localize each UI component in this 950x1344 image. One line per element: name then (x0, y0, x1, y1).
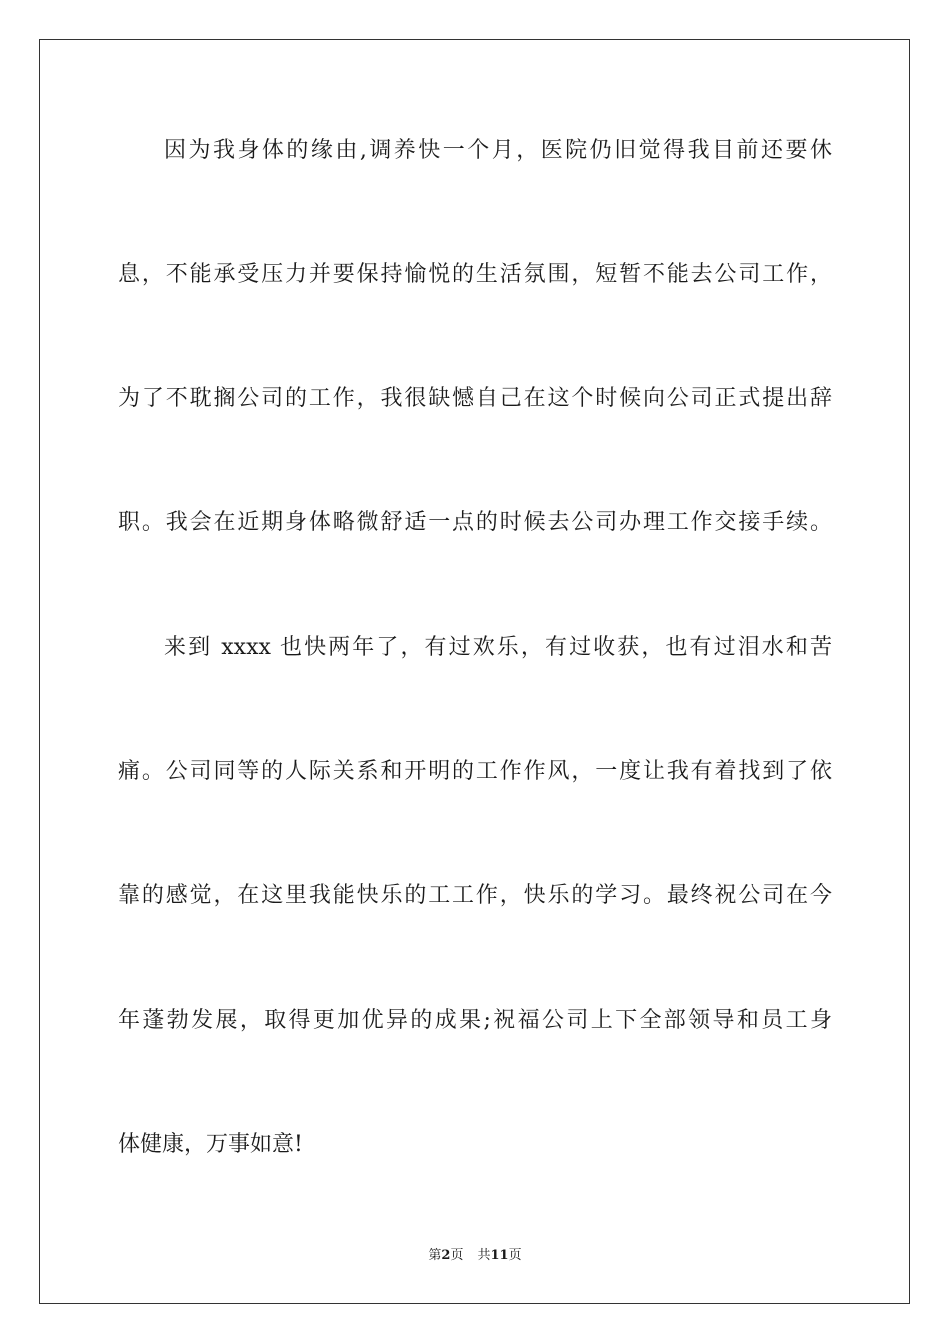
paragraph-1-line-4: 职。我会在近期身体略微舒适一点的时候去公司办理工作交接手续。 (118, 510, 832, 535)
paragraph-1-line-1: 因为我身体的缘由,调养快一个月，医院仍旧觉得我目前还要休 (164, 138, 832, 163)
paragraph-2-line-3: 靠的感觉，在这里我能快乐的工工作，快乐的学习。最终祝公司在今 (118, 883, 832, 908)
paragraph-1-line-2: 息，不能承受压力并要保持愉悦的生活氛围，短暂不能去公司工作， (118, 262, 832, 287)
paragraph-2-line-5: 体健康，万事如意! (118, 1132, 303, 1157)
paragraph-1-line-3: 为了不耽搁公司的工作，我很缺憾自己在这个时候向公司正式提出辞 (118, 386, 832, 411)
total-pages: 11 (490, 1248, 509, 1263)
current-page-number: 2 (441, 1248, 451, 1263)
paragraph-2-line-1: 来到 xxxx 也快两年了，有过欢乐，有过收获，也有过泪水和苦 (164, 635, 832, 660)
paragraph-2-line-2: 痛。公司同等的人际关系和开明的工作作风，一度让我有着找到了依 (118, 759, 832, 784)
total-prefix: 共 (477, 1248, 491, 1263)
page-footer (0, 1247, 950, 1265)
page-border (39, 39, 910, 1304)
total-suffix: 页 (508, 1248, 522, 1263)
page-suffix: 页 (450, 1248, 464, 1263)
paragraph-2-line-4: 年蓬勃发展，取得更加优异的成果;祝福公司上下全部领导和员工身 (118, 1008, 832, 1033)
page-prefix: 第 (428, 1248, 442, 1263)
